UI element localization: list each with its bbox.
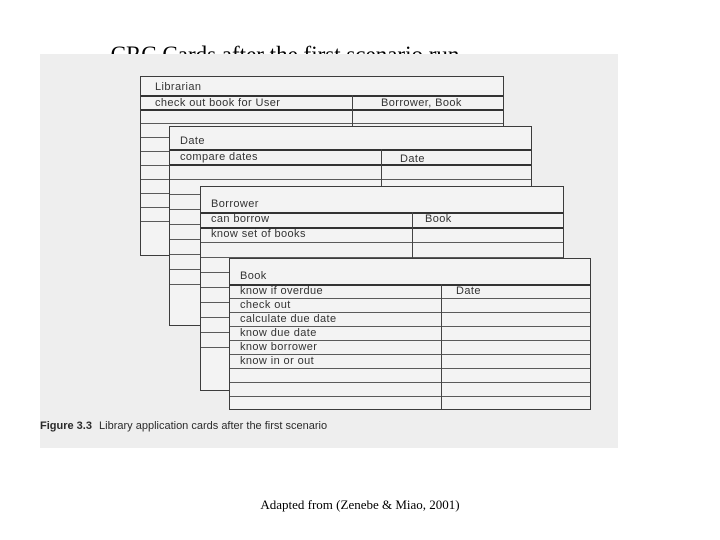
figure-label: Figure 3.3 (40, 420, 92, 432)
card-responsibility: know if overdue (240, 285, 324, 297)
card-responsibility: know set of books (211, 228, 306, 240)
card-collaborator: Book (425, 213, 452, 225)
card-responsibility: know borrower (240, 341, 318, 353)
card-responsibility: know in or out (240, 355, 315, 367)
card-responsibility: can borrow (211, 213, 270, 225)
card-collaborator: Borrower, Book (381, 97, 462, 109)
card-responsibility: calculate due date (240, 313, 337, 325)
card-responsibility: know due date (240, 327, 317, 339)
card-collaborator: Date (400, 153, 425, 165)
card-class-name: Borrower (211, 198, 259, 210)
card-responsibility: check out book for User (155, 97, 281, 109)
crc-card-book (229, 258, 591, 410)
card-responsibility: check out (240, 299, 291, 311)
card-class-name: Librarian (155, 81, 202, 93)
source-credit: Adapted from (Zenebe & Miao, 2001) (260, 497, 460, 512)
card-class-name: Date (180, 135, 205, 147)
figure-caption-text: Library application cards after the first scenario (99, 420, 328, 432)
card-collaborator: Date (456, 285, 481, 297)
card-class-name: Book (240, 270, 267, 282)
card-responsibility: compare dates (180, 151, 258, 163)
scanned-figure (40, 54, 618, 448)
figure-caption (40, 420, 327, 432)
